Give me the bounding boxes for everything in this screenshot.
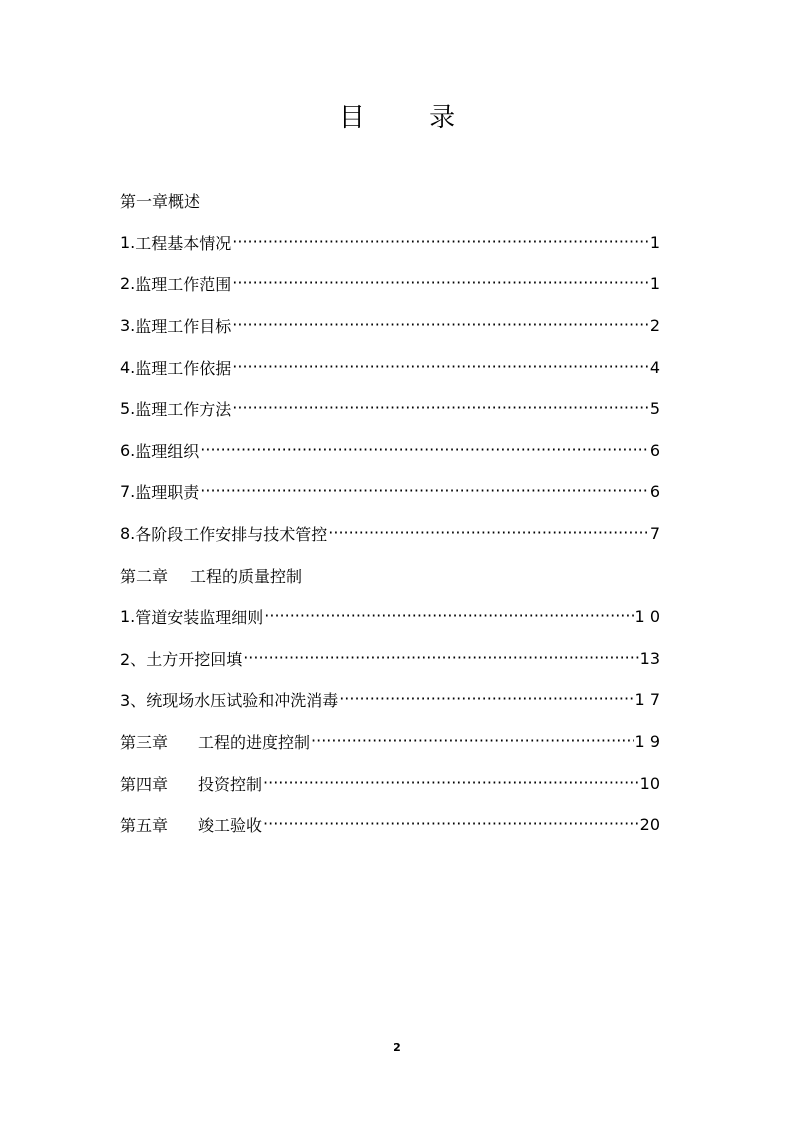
toc-entry-number: 3、 bbox=[120, 691, 147, 711]
toc-entry-text: 监理组织 bbox=[135, 441, 200, 461]
toc-chapter-name: 工程的质量控制 bbox=[190, 566, 303, 586]
toc-entry-number: 8. bbox=[120, 524, 136, 544]
toc-entry bbox=[120, 305, 660, 347]
toc-chapter-name: 工程的进度控制 bbox=[198, 733, 311, 753]
toc-entry bbox=[120, 346, 660, 388]
toc-chapter-heading bbox=[120, 180, 660, 222]
toc-entry-page: 2 bbox=[649, 316, 660, 336]
toc-chapter-label: 第二章 bbox=[120, 566, 169, 586]
toc-entry-page: 6 bbox=[649, 440, 660, 460]
toc-entry bbox=[120, 222, 660, 264]
toc-leader-dots bbox=[263, 773, 639, 792]
toc-chapter-label: 第一章概述 bbox=[120, 192, 201, 212]
toc-entry-number: 6. bbox=[120, 440, 136, 460]
toc-entry bbox=[120, 263, 660, 305]
toc-leader-dots bbox=[200, 481, 649, 500]
toc-entry-page: 13 bbox=[639, 648, 660, 668]
toc-chapter-label: 第三章 bbox=[120, 733, 169, 753]
toc-entry-text: 各阶段工作安排与技术管控 bbox=[135, 525, 328, 545]
toc-chapter-label: 第五章 bbox=[120, 816, 169, 836]
toc-chapter-name: 投资控制 bbox=[198, 774, 263, 794]
toc-entry-page: 1 bbox=[649, 232, 660, 252]
toc-entry-page: 7 bbox=[649, 524, 660, 544]
toc-entry bbox=[120, 638, 660, 680]
toc-entry-page: 6 bbox=[649, 482, 660, 502]
toc-entry-text: 管道安装监理细则 bbox=[135, 608, 264, 628]
toc-leader-dots bbox=[232, 357, 649, 376]
toc-entry-text: 监理工作目标 bbox=[135, 317, 232, 337]
toc-leader-dots bbox=[232, 315, 649, 334]
toc-leader-dots bbox=[232, 398, 649, 417]
toc-entry-number: 1. bbox=[120, 607, 136, 627]
toc-entry-page: 1 9 bbox=[634, 732, 660, 752]
toc-leader-dots bbox=[339, 689, 633, 708]
toc-leader-dots bbox=[311, 731, 634, 750]
toc-entry-number: 5. bbox=[120, 399, 136, 419]
toc-chapter-entry bbox=[120, 721, 660, 763]
toc-entry-page: 4 bbox=[649, 357, 660, 377]
toc-entry bbox=[120, 388, 660, 430]
toc-leader-dots bbox=[264, 606, 633, 625]
toc-entry bbox=[120, 596, 660, 638]
toc-entry-text: 工程基本情况 bbox=[135, 233, 232, 253]
toc-list bbox=[120, 180, 660, 846]
toc-entry-number: 2、 bbox=[120, 649, 147, 669]
toc-chapter-heading bbox=[120, 554, 660, 596]
toc-leader-dots bbox=[263, 814, 639, 833]
toc-entry-number: 3. bbox=[120, 316, 136, 336]
toc-entry bbox=[120, 430, 660, 472]
toc-entry-text: 监理职责 bbox=[135, 483, 200, 503]
toc-chapter-entry bbox=[120, 804, 660, 846]
toc-entry-number: 7. bbox=[120, 482, 136, 502]
toc-leader-dots bbox=[243, 648, 638, 667]
toc-entry bbox=[120, 679, 660, 721]
toc-entry-text: 土方开挖回填 bbox=[146, 649, 243, 669]
toc-entry-number: 4. bbox=[120, 357, 136, 377]
page-number: 2 bbox=[393, 1041, 401, 1054]
toc-entry-text: 统现场水压试验和冲洗消毒 bbox=[146, 691, 339, 711]
toc-chapter-entry bbox=[120, 762, 660, 804]
toc-entry bbox=[120, 513, 660, 555]
toc-entry-page: 1 bbox=[649, 274, 660, 294]
toc-chapter-name: 竣工验收 bbox=[198, 816, 263, 836]
toc-entry-page: 10 bbox=[639, 773, 660, 793]
toc-leader-dots bbox=[232, 232, 649, 251]
toc-entry-page: 1 7 bbox=[634, 690, 660, 710]
toc-entry-text: 监理工作范围 bbox=[135, 275, 232, 295]
toc-entry-page: 1 0 bbox=[634, 607, 660, 627]
toc-entry-number: 1. bbox=[120, 232, 136, 252]
toc-entry-text: 监理工作依据 bbox=[135, 358, 232, 378]
toc-leader-dots bbox=[200, 440, 649, 459]
toc-entry bbox=[120, 471, 660, 513]
toc-chapter-label: 第四章 bbox=[120, 774, 169, 794]
toc-entry-page: 5 bbox=[649, 399, 660, 419]
toc-title: 目 录 bbox=[338, 103, 484, 133]
toc-entry-page: 20 bbox=[639, 815, 660, 835]
toc-leader-dots bbox=[328, 523, 649, 542]
toc-leader-dots bbox=[232, 273, 649, 292]
toc-entry-text: 监理工作方法 bbox=[135, 400, 232, 420]
toc-entry-number: 2. bbox=[120, 274, 136, 294]
